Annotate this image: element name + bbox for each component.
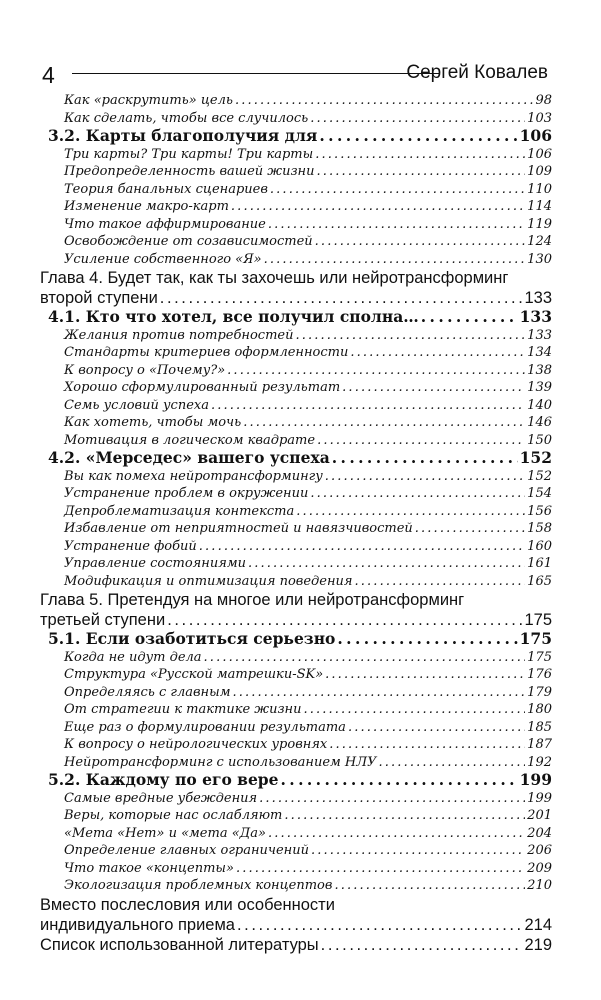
toc-page-number: 106: [527, 146, 552, 162]
dot-leader: [315, 233, 526, 251]
dot-leader: [243, 414, 525, 432]
toc-entry-title: Устранение фобий: [64, 538, 197, 554]
dot-leader: [199, 538, 525, 556]
dot-leader: [415, 520, 525, 538]
dot-leader: [268, 825, 525, 843]
dot-leader: [348, 719, 525, 737]
toc-subsection-entry: [40, 719, 552, 737]
toc-entry-title: Веры, которые нас ослабляют: [64, 808, 283, 823]
toc-page-number: 103: [527, 110, 552, 126]
toc-subsection-entry: [40, 233, 552, 251]
toc-chapter-entry: [40, 610, 552, 630]
toc-page-number: 160: [527, 538, 552, 554]
toc-page-number: 154: [527, 486, 552, 501]
toc-entry-title: Освобождение от созависимостей: [64, 234, 313, 249]
toc-page-number: 152: [527, 468, 552, 484]
toc-page-number: 175: [524, 611, 552, 629]
dot-leader: [311, 842, 525, 860]
toc-page-number: 204: [527, 825, 552, 841]
toc-chapter-title-line: Глава 4. Будет так, как ты захочешь или нейротрансформинг: [40, 269, 509, 287]
dot-leader: [268, 216, 525, 234]
toc-subsection-entry: [40, 379, 552, 397]
toc-page-number: 206: [527, 843, 552, 858]
toc-entry-title: третьей ступени: [40, 611, 166, 629]
toc-entry-title: Нейротрансформинг с использованием НЛУ: [64, 754, 377, 770]
dot-leader: [227, 362, 525, 380]
toc-subsection-entry: [40, 736, 552, 754]
toc-entry-title: Вы как помеха нейротрансформингу: [64, 468, 323, 484]
toc-subsection-entry: [40, 877, 552, 895]
dot-leader: [167, 610, 522, 630]
toc-page-number: 109: [527, 164, 552, 179]
toc-page-number: 133: [519, 307, 552, 326]
toc-entry-title: Как «раскрутить» цель: [64, 93, 233, 108]
toc-section-entry: [40, 449, 552, 468]
toc-page-number: 134: [527, 345, 552, 360]
running-author: Сергей Ковалев: [406, 62, 548, 83]
toc-page-number: 192: [527, 754, 552, 770]
toc-subsection-entry: [40, 344, 552, 362]
toc-section-entry: [40, 771, 552, 790]
dot-leader: [284, 807, 525, 825]
toc-entry-title: Список использованной литературы: [40, 935, 319, 954]
toc-entry-title: Как сделать, чтобы все случилось: [64, 110, 309, 126]
toc-chapter-entry: [40, 915, 552, 935]
toc-page-number: 187: [527, 737, 552, 752]
toc-entry-title: Семь условий успеха: [64, 397, 209, 413]
toc-page-number: 199: [527, 790, 552, 806]
toc-subsection-entry: [40, 163, 552, 181]
toc-subsection-entry: [40, 468, 552, 486]
dot-leader: [315, 146, 525, 164]
toc-subsection-entry: [40, 327, 552, 345]
dot-leader: [310, 110, 525, 128]
toc-page-number: 106: [519, 126, 552, 145]
toc-entry-title: Самые вредные убеждения: [64, 790, 258, 806]
toc-entry-title: Еще раз о формулировании результата: [64, 719, 346, 735]
dot-leader: [319, 127, 517, 146]
toc-subsection-entry: [40, 649, 552, 667]
toc-subsection-entry: [40, 432, 552, 450]
toc-subsection-entry: [40, 701, 552, 719]
toc-page-number: 114: [527, 199, 552, 214]
toc-page-number: 214: [524, 915, 552, 934]
toc-entry-title: 4.2. «Мерседес» вашего успеха: [48, 448, 330, 467]
toc-page-number: 139: [527, 380, 552, 395]
toc-page-number: 210: [527, 878, 552, 893]
dot-leader: [160, 288, 523, 308]
toc-entry-title: Структура «Русской матрешки-SK»: [64, 667, 324, 682]
dot-leader: [325, 468, 525, 486]
toc-subsection-entry: [40, 181, 552, 199]
toc-subsection-entry: [40, 397, 552, 415]
toc-page-number: 209: [527, 860, 552, 876]
toc-page-number: 180: [527, 702, 552, 717]
toc-page-number: 140: [527, 397, 552, 413]
toc-subsection-entry: [40, 573, 552, 591]
toc-subsection-entry: [40, 538, 552, 556]
toc-entry-title: Изменение макро-карт: [64, 199, 229, 214]
dot-leader: [317, 163, 526, 181]
toc-entry-title: 5.2. Каждому по его вере: [48, 770, 279, 789]
toc-page-number: 201: [527, 808, 552, 823]
toc-page-number: 158: [527, 521, 552, 536]
toc-page-number: 179: [527, 684, 552, 700]
dot-leader: [355, 573, 526, 591]
toc-entry-title: «Мета «Нет» и «мета «Да»: [64, 825, 266, 841]
dot-leader: [281, 771, 518, 790]
dot-leader: [236, 860, 525, 878]
toc-entry-title: Хорошо сформулированный результат: [64, 380, 341, 395]
toc-entry-title: индивидуального приема: [40, 915, 235, 934]
toc-entry-title: Избавление от неприятностей и навязчивостей: [64, 521, 413, 536]
dot-leader: [264, 251, 526, 269]
toc-chapter-title-line: Вместо послесловия или особенности: [40, 895, 335, 914]
toc-subsection-entry: [40, 790, 552, 808]
toc-page-number: 199: [519, 770, 552, 789]
toc-chapter-entry: [40, 935, 552, 955]
toc-page-number: 165: [527, 573, 552, 589]
dot-leader: [321, 935, 523, 955]
toc-page-number: 219: [524, 935, 552, 954]
toc-subsection-entry: [40, 414, 552, 432]
dot-leader: [296, 503, 525, 521]
toc-subsection-entry: [40, 555, 552, 573]
toc-subsection-entry: [40, 520, 552, 538]
dot-leader: [237, 915, 522, 935]
toc-subsection-entry: [40, 860, 552, 878]
toc-entry-title: От стратегии к тактике жизни: [64, 702, 302, 717]
toc-page-number: 110: [527, 181, 552, 197]
toc-page-number: 138: [527, 362, 552, 378]
toc-entry-title: Управление состояниями: [64, 556, 246, 571]
dot-leader: [421, 308, 518, 327]
toc-section-entry: [40, 630, 552, 649]
toc-subsection-entry: [40, 146, 552, 164]
toc-page-number: 156: [527, 503, 552, 519]
dot-leader: [295, 327, 525, 345]
dot-leader: [248, 555, 525, 573]
toc-subsection-entry: [40, 485, 552, 503]
table-of-contents: [40, 92, 552, 955]
toc-entry-title: Что такое аффирмирование: [64, 216, 266, 232]
toc-subsection-entry: [40, 503, 552, 521]
toc-subsection-entry: [40, 92, 552, 110]
toc-entry-title: 3.2. Карты благополучия для: [48, 126, 318, 145]
toc-subsection-entry: [40, 825, 552, 843]
toc-entry-title: Теория банальных сценариев: [64, 181, 268, 197]
toc-entry-title: Определяясь с главным: [64, 684, 231, 700]
toc-entry-title: Усиление собственного «Я»: [64, 251, 262, 267]
toc-page-number: 130: [527, 251, 552, 267]
dot-leader: [303, 701, 525, 719]
toc-page-number: 185: [527, 719, 552, 735]
dot-leader: [211, 397, 525, 415]
toc-entry-title: Желания против потребностей: [64, 327, 294, 343]
dot-leader: [332, 449, 518, 468]
toc-subsection-entry: [40, 666, 552, 684]
dot-leader: [235, 92, 534, 110]
toc-page-number: 133: [527, 327, 552, 343]
toc-subsection-entry: [40, 216, 552, 234]
toc-entry-title: Экологизация проблемных концептов: [64, 878, 333, 893]
dot-leader: [329, 736, 525, 754]
toc-entry-title: второй ступени: [40, 289, 158, 307]
dot-leader: [231, 198, 525, 216]
toc-page-number: 98: [535, 93, 552, 108]
toc-subsection-entry: [40, 842, 552, 860]
toc-page-number: 150: [527, 432, 552, 448]
toc-entry-title: Определение главных ограничений: [64, 843, 309, 858]
toc-chapter-title-line: Глава 5. Претендуя на многое или нейротрансформинг: [40, 591, 465, 609]
toc-subsection-entry: [40, 362, 552, 380]
dot-leader: [232, 684, 525, 702]
toc-page-number: 133: [524, 289, 552, 307]
toc-entry-title: Устранение проблем в окружении: [64, 486, 309, 501]
toc-entry-title: 4.1. Кто что хотел, все получил сполна…: [48, 307, 419, 326]
toc-subsection-entry: [40, 807, 552, 825]
page-header: [40, 60, 550, 90]
dot-leader: [310, 485, 525, 503]
dot-leader: [317, 432, 525, 450]
toc-entry-title: Депроблематизация контекста: [64, 503, 295, 519]
toc-entry-title: К вопросу о нейрологических уровнях: [64, 737, 328, 752]
toc-subsection-entry: [40, 754, 552, 772]
toc-page-number: 175: [527, 649, 552, 665]
toc-entry-title: Что такое «концепты»: [64, 860, 234, 876]
toc-subsection-entry: [40, 110, 552, 128]
toc-entry-title: Когда не идут дела: [64, 649, 202, 665]
dot-leader: [334, 877, 525, 895]
toc-section-entry: [40, 127, 552, 146]
dot-leader: [342, 379, 525, 397]
toc-subsection-entry: [40, 251, 552, 269]
toc-page-number: 176: [527, 667, 552, 682]
toc-entry-title: Модификация и оптимизация поведения: [64, 573, 353, 589]
toc-page-number: 124: [527, 234, 552, 249]
toc-page-number: 152: [519, 448, 552, 467]
toc-entry-title: 5.1. Если озаботиться серьезно: [48, 629, 336, 648]
toc-page-number: 175: [519, 629, 552, 648]
page-number: 4: [42, 62, 55, 88]
dot-leader: [325, 666, 525, 684]
toc-subsection-entry: [40, 198, 552, 216]
toc-chapter-entry: [40, 288, 552, 308]
dot-leader: [337, 630, 517, 649]
toc-subsection-entry: [40, 684, 552, 702]
toc-entry-title: К вопросу о «Почему?»: [64, 362, 226, 378]
toc-page-number: 119: [527, 216, 552, 232]
toc-entry-title: Предопределенность вашей жизни: [64, 164, 315, 179]
dot-leader: [270, 181, 525, 199]
dot-leader: [204, 649, 526, 667]
toc-entry-title: Как хотеть, чтобы мочь: [64, 415, 242, 430]
dot-leader: [259, 790, 525, 808]
dot-leader: [379, 754, 526, 772]
toc-page-number: 146: [527, 415, 552, 430]
header-rule: [72, 73, 440, 74]
toc-section-entry: [40, 308, 552, 327]
toc-entry-title: Три карты? Три карты! Три карты: [64, 146, 314, 162]
toc-page-number: 161: [527, 556, 552, 571]
dot-leader: [350, 344, 525, 362]
toc-entry-title: Мотивация в логическом квадрате: [64, 432, 316, 448]
toc-entry-title: Стандарты критериев оформленности: [64, 345, 349, 360]
